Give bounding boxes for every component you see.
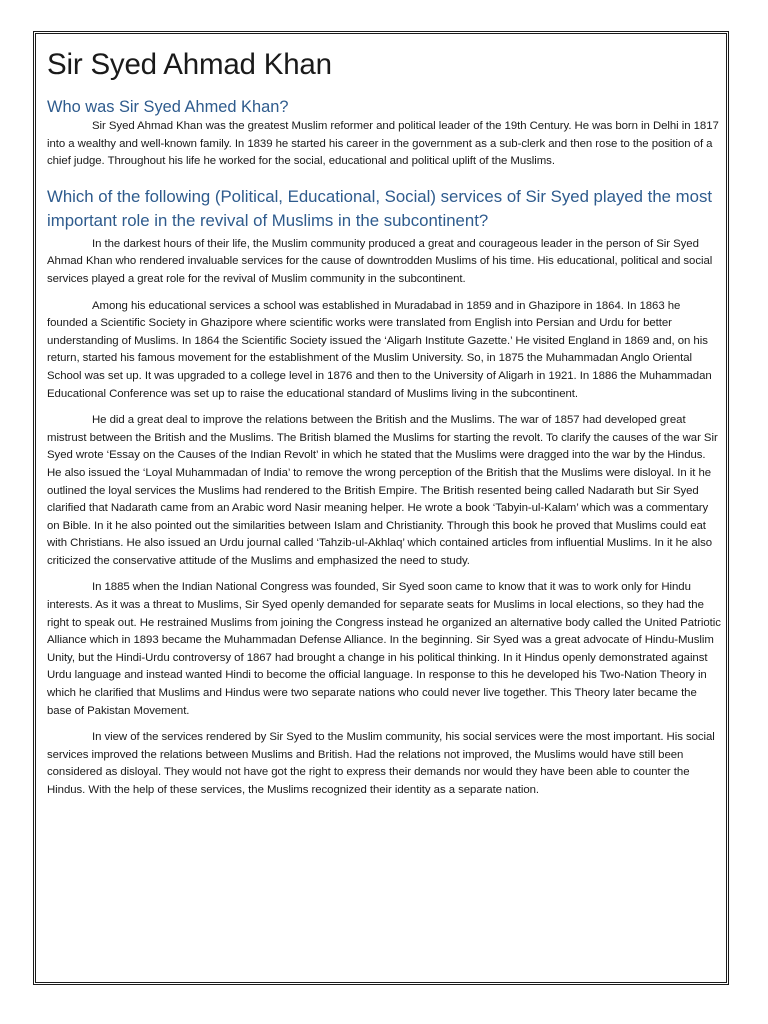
paragraph-political-services: In 1885 when the Indian National Congress was founded, Sir Syed soon came to know that it was to work only for Hindu interests. As it was a threat to Muslims, Sir Syed openly demanded for separate seats for Muslims in local elections, so they had the right to speak out. He restrained Muslims from joining the Congress instead he organized an alternative body called the United Patriotic Alliance which in 1893 became the Muhammadan Defense Alliance. In the beginning. Sir Syed was a great advocate of Hindu-Muslim Unity, but the Hindi-Urdu controversy of 1867 had brought a change in his political thinking. In it Hindus openly demonstrated against Urdu language and instead wanted Hindi to become the official language. In response to this he developed his Two-Nation Theory in which he clarified that Muslims and Hindus were two separate nations who could never live together. This Theory later became the base of Pakistan Movement.: [47, 581, 721, 717]
section-heading-services-question: Which of the following (Political, Educational, Social) services of Sir Syed played the most important role in the revival of Muslims in the subcontinent?: [47, 186, 713, 231]
paragraph-conclusion: In view of the services rendered by Sir Syed to the Muslim community, his social services were the most important. His social services improved the relations between Muslims and British. Had the relations not improved, the Muslims would have still been considered as disloyal. They would not have got the right to express their demands nor would they have been able to counter the Hindus. With the help of these services, the Muslims recognized their identity as a separate nation.: [47, 731, 715, 796]
document-body: [47, 46, 723, 809]
paragraph-biography: Sir Syed Ahmad Khan was the greatest Muslim reformer and political leader of the 19th Century. He was born in Delhi in 1817 into a wealthy and well-known family. In 1839 he started his career in the government as a sub-clerk and then rose to the position of a chief judge. Throughout his life he worked for the social, educational and political uplift of the Muslims.: [47, 120, 719, 168]
document-title: Sir Syed Ahmad Khan: [47, 48, 332, 81]
paragraph-introduction: In the darkest hours of their life, the Muslim community produced a great and courageous leader in the person of Sir Syed Ahmad Khan who rendered invaluable services for the cause of downtrodden Muslims of his time. His educational, political and social services played a great role for the revival of Muslim community in the subcontinent.: [47, 237, 713, 285]
paragraph-educational-services: Among his educational services a school was established in Muradabad in 1859 and in Ghazipore in 1864. In 1863 he founded a Scientific Society in Ghazipore where scientific works were translated from English into Persian and Urdu for better understanding of Muslims. In 1864 the Scientific Society issued the ‘Aligarh Institute Gazette.’ He visited England in 1869 and, on his return, started his famous movement for the establishment of the Muslim University. So, in 1875 the Muhammadan Anglo Oriental School was set up. It was upgraded to a college level in 1876 and then to the University of Aligarh in 1921. In 1886 the Muhammadan Educational Conference was set up to raise the educational standard of Muslims living in the subcontinent.: [47, 299, 712, 400]
paragraph-social-services: He did a great deal to improve the relations between the British and the Muslims. The war of 1857 had developed great mistrust between the British and the Muslims. The British blamed the Muslims for starting the revolt. To clarify the causes of the war Sir Syed wrote ‘Essay on the Causes of the Indian Revolt’ in which he stated that the Muslims were dragged into the war by the Hindus. He also issued the ‘Loyal Muhammadan of India’ to remove the wrong perception of the British that the Muslims were disloyal. In it he outlined the loyal services the Muslims had rendered to the British Empire. The British resented being called Nadarath but Sir Syed clarified that Nadarath came from an Arabic word Nasir meaning helper. He wrote a book ‘Tabyin-ul-Kalam’ which was a commentary on Bible. In it he also pointed out the similarities between Islam and Christianity. Through this book he proved that Muslims could eat with Christians. He also issued an Urdu journal called ‘Tahzib-ul-Akhlaq’ which contained articles from influential Muslims. In it he also criticized the conservative attitude of the Muslims and emphasized the need to study.: [47, 414, 718, 567]
section-heading-who-was: Who was Sir Syed Ahmed Khan?: [47, 98, 289, 116]
